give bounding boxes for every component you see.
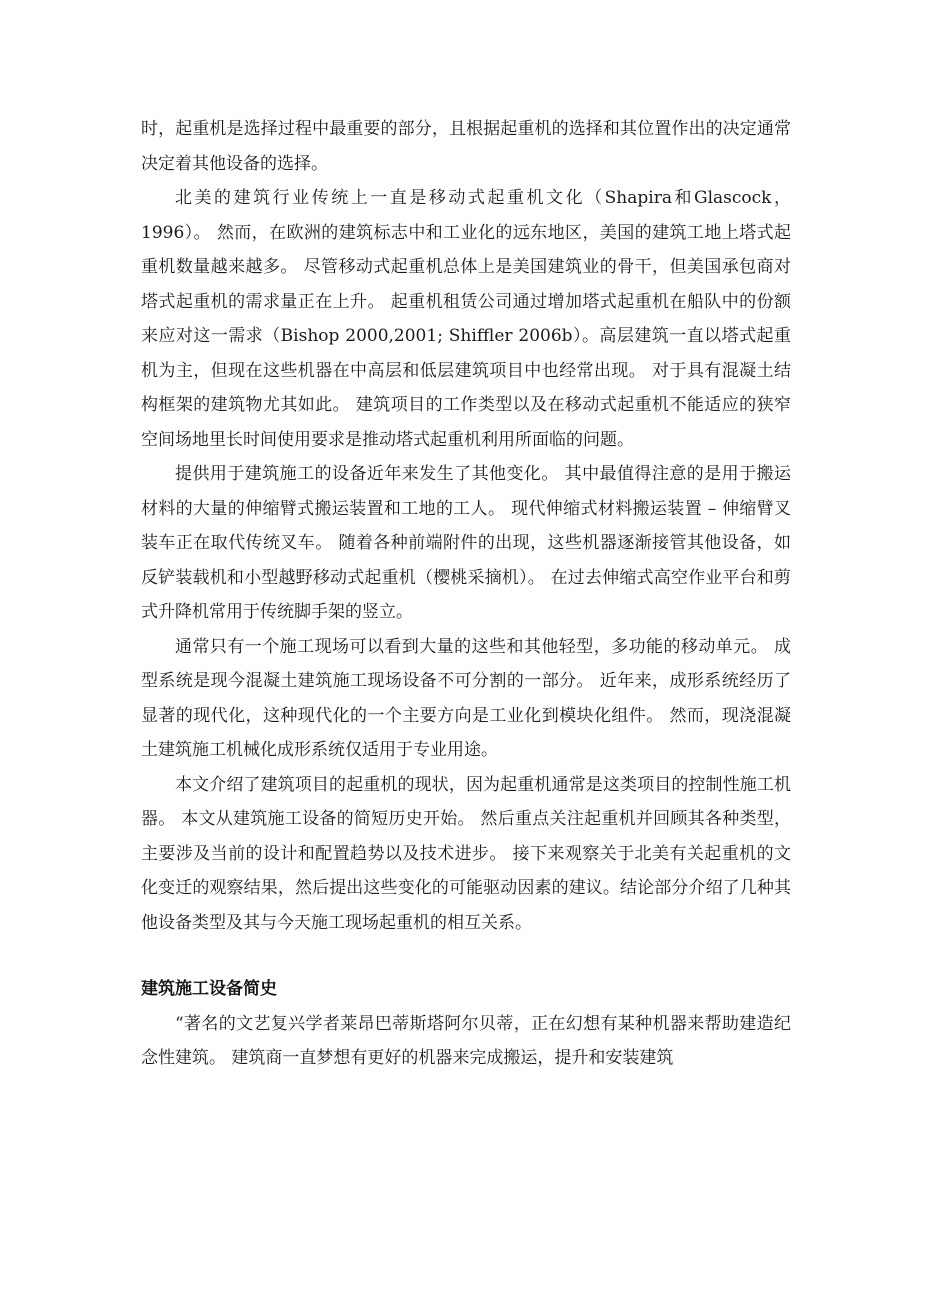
section-heading: 建筑施工设备简史 — [141, 979, 277, 999]
paragraph: 北美的建筑行业传统上一直是移动式起重机文化（Shapira和Glascock，1996）。 然而，在欧洲的建筑标志中和工业化的远东地区，美国的建筑工地上塔式起重机数量越来越多。 尽管移动式起重机总体上是美国建筑业的骨干，但美国承包商对塔式起重机的需求量正在上升。 起重机租赁公司通过增加塔式起重机在船队中的份额来应对这一需求（Bishop 2000,2001; Shiffler 2006b）。高层建筑一直以塔式起重机为主，但现在这些机器在中高层和低层建筑项目中也经常出现。 对于具有混凝土结构框架的建筑物尤其如此。 建筑项目的工作类型以及在移动式起重机不能适应的狭窄空间场地里长时间使用要求是推动塔式起重机利用所面临的问题。 — [141, 188, 791, 450]
document-page — [141, 112, 791, 1076]
paragraph: 通常只有一个施工现场可以看到大量的这些和其他轻型，多功能的移动单元。 成型系统是现今混凝土建筑施工现场设备不可分割的一部分。 近年来，成形系统经历了显著的现代化，这种现代化的一个主要方向是工业化到模块化组件。 然而，现浇混凝土建筑施工机械化成形系统仅适用于专业用途。 — [141, 636, 791, 760]
paragraph: 本文介绍了建筑项目的起重机的现状，因为起重机通常是这类项目的控制性施工机器。 本文从建筑施工设备的简短历史开始。 然后重点关注起重机并回顾其各种类型，主要涉及当前的设计和配置趋势以及技术进步。 接下来观察关于北美有关起重机的文化变迁的观察结果，然后提出这些变化的可能驱动因素的建议。结论部分介绍了几种其他设备类型及其与今天施工现场起重机的相互关系。 — [141, 774, 791, 933]
paragraph: “著名的文艺复兴学者莱昂巴蒂斯塔阿尔贝蒂，正在幻想有某种机器来帮助建造纪念性建筑。 建筑商一直梦想有更好的机器来完成搬运，提升和安装建筑 — [141, 1013, 791, 1068]
paragraph: 提供用于建筑施工的设备近年来发生了其他变化。 其中最值得注意的是用于搬运材料的大量的伸缩臂式搬运装置和工地的工人。 现代伸缩式材料搬运装置 – 伸缩臂叉装车正在取代传统叉车。 随着各种前端附件的出现，这些机器逐渐接管其他设备，如反铲装载机和小型越野移动式起重机（樱桃采摘机）。 在过去伸缩式高空作业平台和剪式升降机常用于传统脚手架的竖立。 — [141, 464, 791, 622]
paragraph: 时，起重机是选择过程中最重要的部分，且根据起重机的选择和其位置作出的决定通常决定着其他设备的选择。 — [141, 119, 791, 174]
